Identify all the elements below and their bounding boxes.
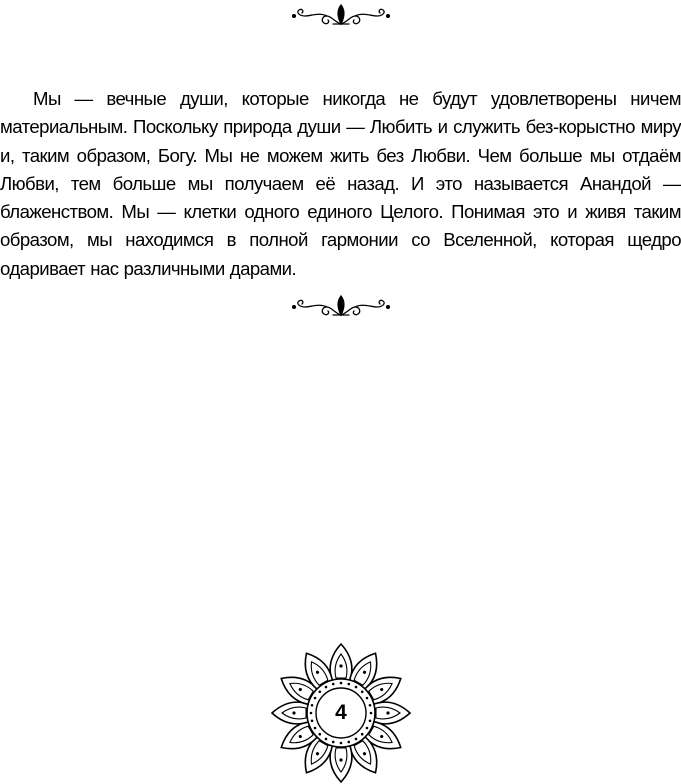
floral-divider-icon xyxy=(291,293,391,319)
body-paragraph: Мы — вечные души, которые никогда не будут удовлетворены ничем материальным. Поскольку природа души — Любить и служить без-корыстно миру и, таким образом, Богу. Мы не можем жить без Любви. Чем больше мы отдаём Любви, тем больше мы получаем её назад. И это называется Анандой — блаженством. Мы — клетки одного единого Целого. Понимая это и живя таким образом, мы находимся в полной гармонии со Вселенной, которая щедро одаривает нас различными дарами. xyxy=(0,88,681,279)
floral-divider-icon xyxy=(291,2,391,28)
page-number-badge xyxy=(270,642,412,784)
page-number: 4 xyxy=(335,701,347,724)
